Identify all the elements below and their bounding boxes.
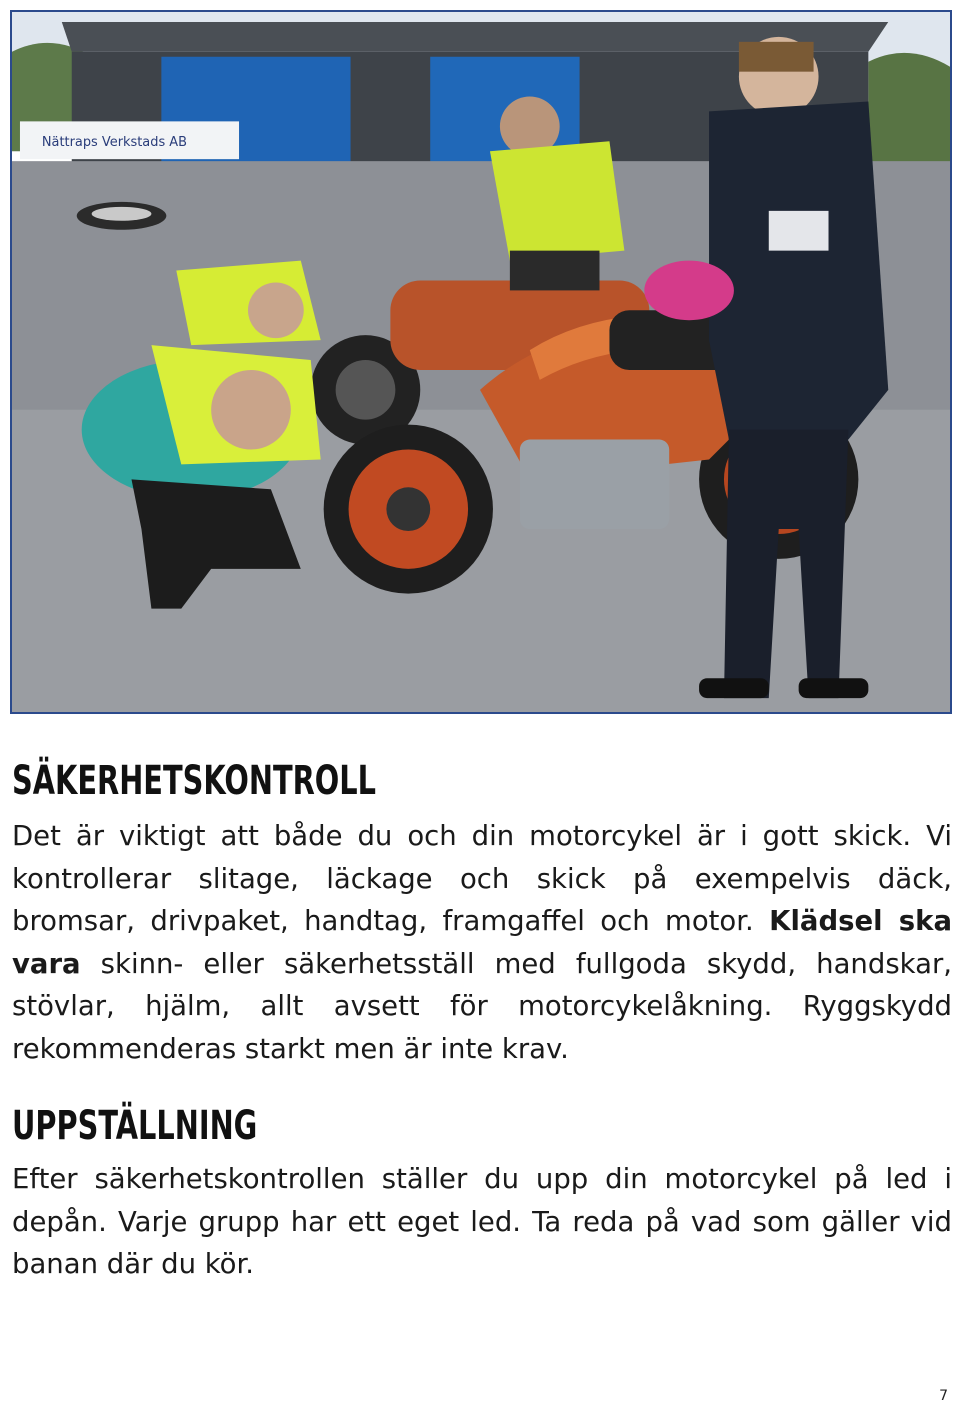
section-paragraph-sakerhetskontroll bbox=[12, 815, 952, 1070]
photo-motorcycle-inspection bbox=[10, 10, 952, 714]
section-paragraph-uppstallning: Efter säkerhetskontrollen ställer du upp din motorcykel på led i depån. Varje grupp har ett eget led. Ta reda på vad som gäller vid banan där du kör. bbox=[12, 1163, 952, 1280]
paragraph-intro-text: Det är viktigt att både du och din motorcykel är i gott skick. Vi kontrollerar slitage, läckage och skick på exempelvis däck, bromsar, drivpaket, handtag, framgaffel och motor. bbox=[12, 820, 952, 937]
bold-phrase: Klädsel ska vara bbox=[12, 905, 952, 980]
paragraph-rest-text: skinn- eller säkerhetsställ med fullgoda skydd, handskar, stövlar, hjälm, allt avsett för motorcykelåkning. Ryggskydd rekommenderas starkt men är inte krav. bbox=[12, 947, 952, 1065]
section-heading-sakerhetskontroll: SÄKERHETSKONTROLL bbox=[12, 758, 376, 804]
page-number: 7 bbox=[939, 1388, 948, 1404]
photo-sign-text: Nättraps Verkstads AB bbox=[41, 135, 188, 151]
section-heading-uppstallning: UPPSTÄLLNING bbox=[12, 1103, 258, 1149]
